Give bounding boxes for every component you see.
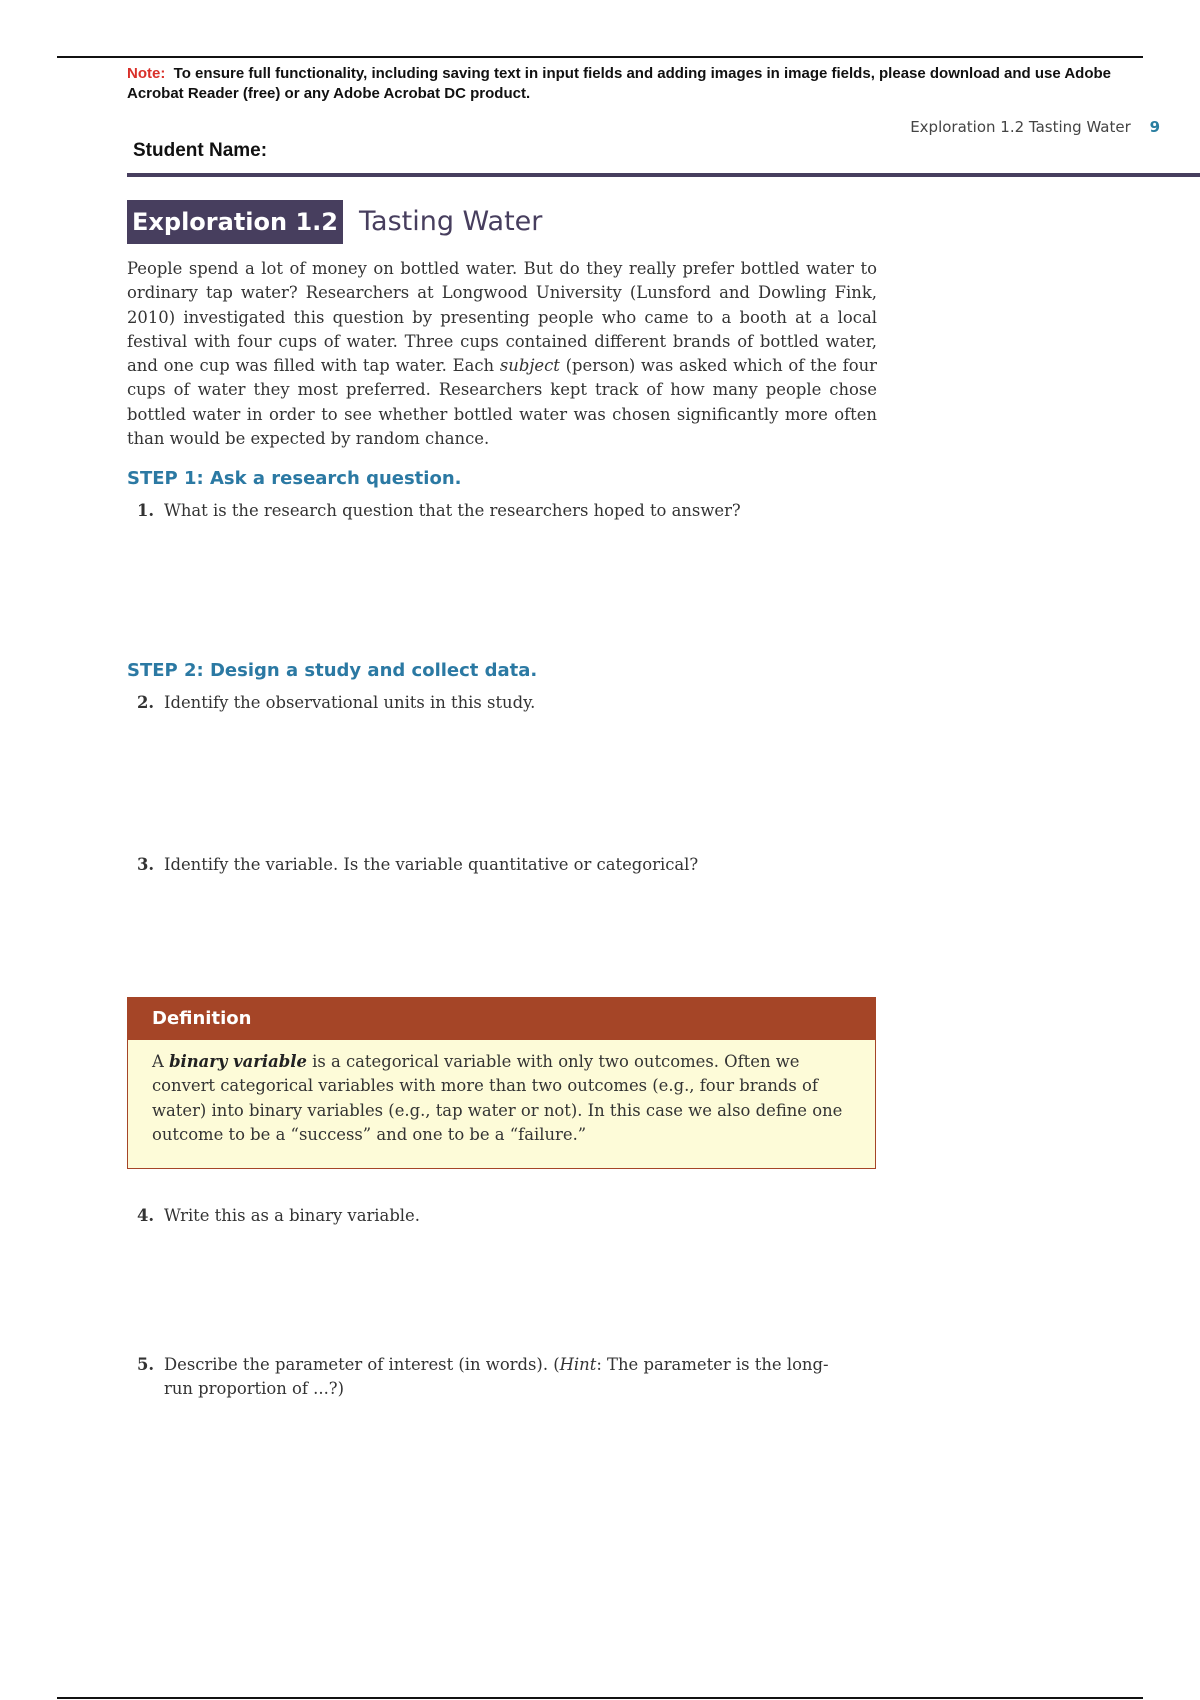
question-number: 3. bbox=[137, 855, 155, 874]
question-text: Identify the observational units in this study. bbox=[164, 693, 536, 712]
header-divider bbox=[127, 173, 1200, 177]
question-5 bbox=[137, 1353, 857, 1402]
hint-label: Hint bbox=[559, 1355, 597, 1374]
question-1 bbox=[137, 499, 857, 523]
student-name-label: Student Name: bbox=[133, 140, 268, 161]
answer-field-5[interactable] bbox=[160, 1410, 860, 1670]
top-rule bbox=[57, 56, 1143, 58]
definition-box bbox=[127, 997, 876, 1169]
question-2 bbox=[137, 691, 857, 715]
step-1-heading: STEP 1: Ask a research question. bbox=[127, 468, 462, 489]
definition-heading: Definition bbox=[128, 998, 875, 1040]
question-number: 4. bbox=[137, 1206, 155, 1225]
question-text: Identify the variable. Is the variable quantitative or categorical? bbox=[164, 855, 699, 874]
acrobat-note bbox=[127, 64, 1167, 104]
step-2-heading: STEP 2: Design a study and collect data. bbox=[127, 660, 538, 681]
intro-part1: People spend a lot of money on bottled water. But do they really prefer bottled water to ordinary tap water? Researchers at Longwood University (Lunsford and Dowling Fink, 2010) investigated this question by presenting people who came to a booth at a local festival with four cups of water. Three cups contained different brands of bottled water, and one cup was filled with tap water. Each bbox=[127, 259, 877, 376]
question-text: What is the research question that the researchers hoped to answer? bbox=[164, 501, 741, 520]
intro-part2: (person) was asked which of the four cups of water they most preferred. Researchers kept track of how many people chose bottled water in order to see whether bottled water was chosen significantly more often than would be expected by random chance. bbox=[127, 356, 877, 449]
running-head bbox=[910, 118, 1160, 136]
definition-prefix: A bbox=[152, 1052, 170, 1071]
question-text: Write this as a binary variable. bbox=[164, 1206, 420, 1225]
exploration-label: Exploration 1.2 bbox=[127, 200, 343, 244]
intro-subject-term: subject bbox=[499, 356, 560, 376]
answer-field-4[interactable] bbox=[160, 1235, 860, 1345]
intro-paragraph bbox=[127, 257, 877, 451]
answer-field-3[interactable] bbox=[160, 884, 860, 984]
answer-field-1[interactable] bbox=[160, 530, 860, 650]
question-5-part2: : The parameter is the long-run proportion of ...?) bbox=[164, 1355, 829, 1399]
page-number: 9 bbox=[1149, 118, 1160, 136]
definition-term: binary variable bbox=[169, 1052, 307, 1071]
question-text bbox=[164, 1353, 854, 1402]
bottom-rule bbox=[57, 1697, 1143, 1699]
question-number: 2. bbox=[137, 693, 155, 712]
question-number: 1. bbox=[137, 501, 155, 520]
question-3 bbox=[137, 853, 857, 877]
running-head-title: Exploration 1.2 Tasting Water bbox=[910, 118, 1131, 136]
answer-field-2[interactable] bbox=[160, 722, 860, 852]
question-4 bbox=[137, 1204, 857, 1228]
question-number: 5. bbox=[137, 1355, 155, 1374]
note-label: Note: bbox=[127, 65, 166, 82]
note-text: To ensure full functionality, including saving text in input fields and adding images in image fields, please download and use Adobe Acrobat Reader (free) or any Adobe Acrobat DC product. bbox=[127, 65, 1112, 102]
definition-rest: is a categorical variable with only two outcomes. Often we convert categorical variables with more than two outcomes (e.g., four brands of water) into binary variables (e.g., tap water or not). In this case we also define one outcome to be a “success” and one to be a “failure.” bbox=[152, 1052, 843, 1144]
exploration-title: Tasting Water bbox=[359, 206, 543, 237]
question-5-part1: Describe the parameter of interest (in words). ( bbox=[164, 1355, 560, 1374]
definition-text bbox=[128, 1040, 875, 1147]
